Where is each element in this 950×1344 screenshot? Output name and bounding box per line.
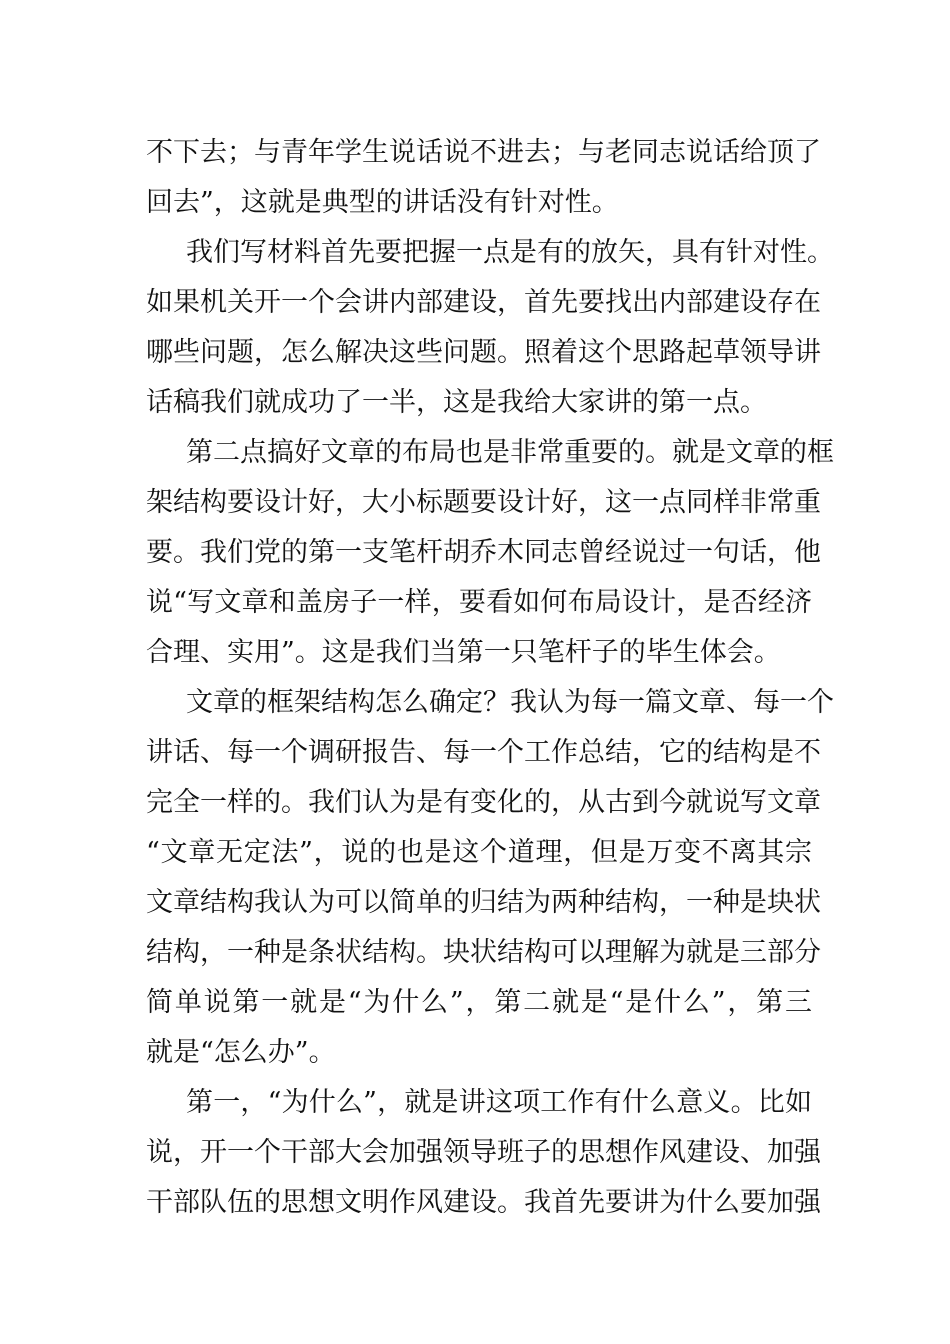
text-line: 合理、实用”。这是我们当第一只笔杆子的毕生体会。: [146, 637, 781, 668]
text-line: 文章结构我认为可以简单的归结为两种结构，一种是块状: [146, 887, 821, 918]
text-line: 干部队伍的思想文明作风建设。我首先要讲为什么要加强: [146, 1187, 821, 1218]
text-line: 第二点搞好文章的布局也是非常重要的。就是文章的框: [186, 437, 834, 468]
text-line: 不下去；与青年学生说话说不进去；与老同志说话给顶了: [146, 137, 821, 168]
document-body-text: [146, 128, 834, 1228]
text-line: 我们写材料首先要把握一点是有的放矢，具有针对性。: [186, 237, 834, 268]
text-line: 结构，一种是条状结构。块状结构可以理解为就是三部分: [146, 937, 821, 968]
text-line: “文章无定法”，说的也是这个道理，但是万变不离其宗: [146, 837, 812, 868]
text-line: 完全一样的。我们认为是有变化的，从古到今就说写文章: [146, 787, 821, 818]
text-line: 说“写文章和盖房子一样，要看如何布局设计，是否经济: [146, 587, 812, 618]
text-line: 如果机关开一个会讲内部建设，首先要找出内部建设存在: [146, 287, 821, 318]
text-line: 简单说第一就是“为什么”，第二就是“是什么”，第三: [146, 987, 812, 1018]
text-line: 要。我们党的第一支笔杆胡乔木同志曾经说过一句话，他: [146, 537, 821, 568]
text-line: 说，开一个干部大会加强领导班子的思想作风建设、加强: [146, 1137, 821, 1168]
text-line: 就是“怎么办”。: [146, 1037, 336, 1068]
text-line: 讲话、每一个调研报告、每一个工作总结，它的结构是不: [146, 737, 821, 768]
text-line: 哪些问题，怎么解决这些问题。照着这个思路起草领导讲: [146, 337, 821, 368]
text-line: 话稿我们就成功了一半，这是我给大家讲的第一点。: [146, 387, 767, 418]
text-line: 回去”，这就是典型的讲话没有针对性。: [146, 187, 619, 218]
text-line: 第一，“为什么”，就是讲这项工作有什么意义。比如: [186, 1087, 812, 1118]
text-line: 架结构要设计好，大小标题要设计好，这一点同样非常重: [146, 487, 821, 518]
text-line: 文章的框架结构怎么确定？我认为每一篇文章、每一个: [186, 687, 834, 718]
